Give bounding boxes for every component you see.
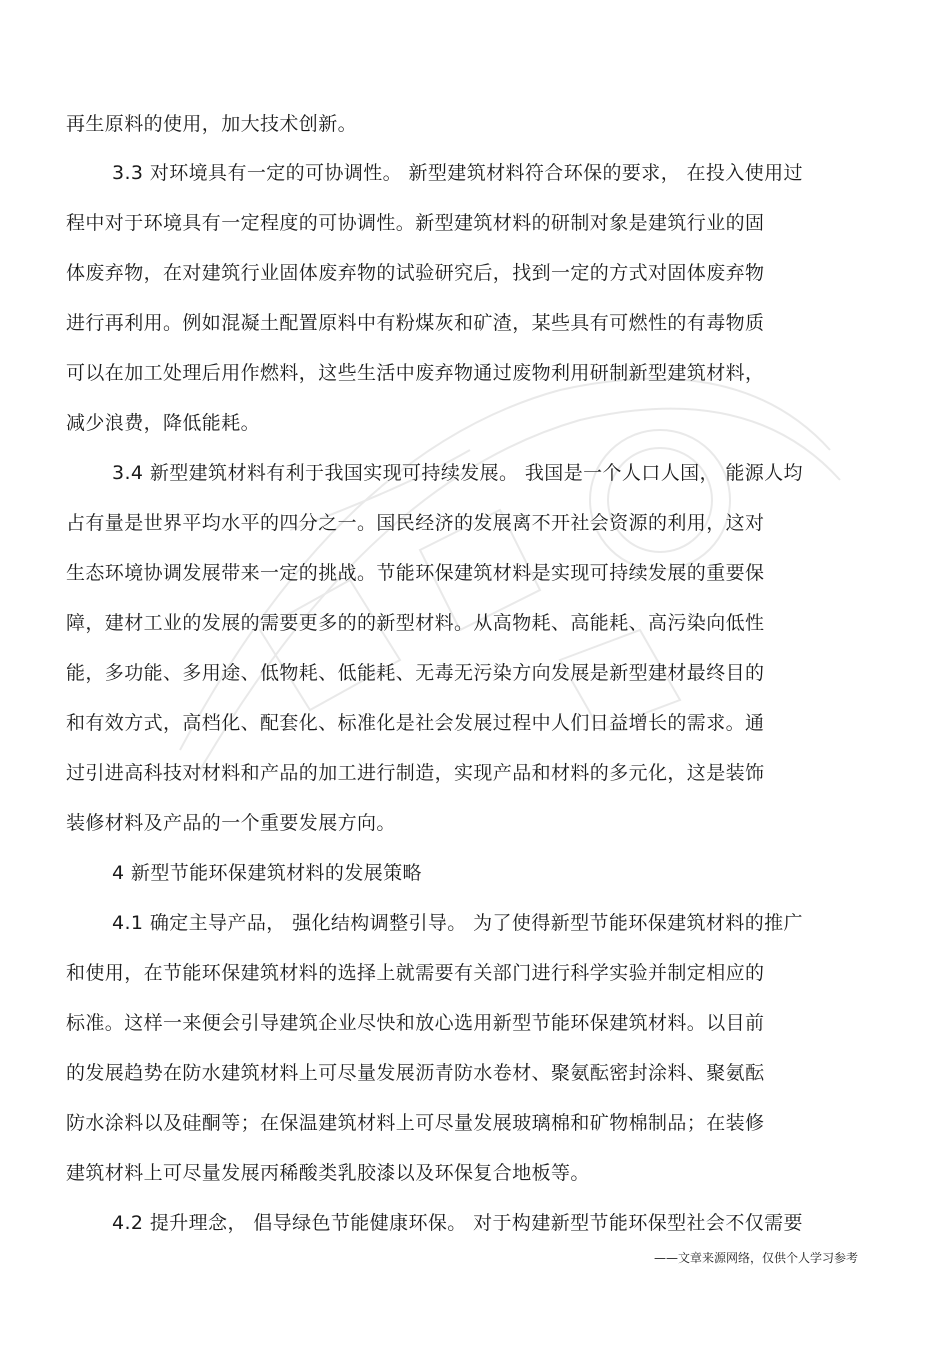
text-line: 进行再利用。例如混凝土配置原料中有粉煤灰和矿渣，某些具有可燃性的有毒物质	[66, 312, 765, 334]
section-3-3-heading-line: 3.3 对环境具有一定的可协调性。 新型建筑材料符合环保的要求， 在投入使用过	[112, 162, 803, 184]
text-line: 能，多功能、多用途、低物耗、低能耗、无毒无污染方向发展是新型建材最终目的	[66, 662, 765, 684]
text-line: 标准。这样一来便会引导建筑企业尽快和放心选用新型节能环保建筑材料。以目前	[66, 1012, 765, 1034]
text-line: 过引进高科技对材料和产品的加工进行制造，实现产品和材料的多元化，这是装饰	[66, 762, 765, 784]
text-line: 减少浪费，降低能耗。	[66, 412, 261, 434]
section-4-1-heading-line: 4.1 确定主导产品， 强化结构调整引导。 为了使得新型节能环保建筑材料的推广	[112, 912, 803, 934]
text-line: 和使用，在节能环保建筑材料的选择上就需要有关部门进行科学实验并制定相应的	[66, 962, 765, 984]
section-4-heading: 4 新型节能环保建筑材料的发展策略	[112, 862, 422, 884]
section-4-2-heading-line: 4.2 提升理念， 倡导绿色节能健康环保。 对于构建新型节能环保型社会不仅需要	[112, 1212, 803, 1234]
text-line: 的发展趋势在防水建筑材料上可尽量发展沥青防水卷材、聚氨酝密封涂料、聚氨酝	[66, 1062, 765, 1084]
source-footer-note: ——文章来源网络，仅供个人学习参考	[653, 1251, 858, 1265]
text-line: 障，建材工业的发展的需要更多的的新型材料。从高物耗、高能耗、高污染向低性	[66, 612, 765, 634]
text-line: 可以在加工处理后用作燃料，这些生活中废弃物通过废物利用研制新型建筑材料，	[66, 362, 765, 384]
text-line: 防水涂料以及硅酮等；在保温建筑材料上可尽量发展玻璃棉和矿物棉制品；在装修	[66, 1112, 765, 1134]
text-line: 生态环境协调发展带来一定的挑战。节能环保建筑材料是实现可持续发展的重要保	[66, 562, 765, 584]
text-line: 和有效方式，高档化、配套化、标准化是社会发展过程中人们日益增长的需求。通	[66, 712, 765, 734]
text-line: 程中对于环境具有一定程度的可协调性。新型建筑材料的研制对象是建筑行业的固	[66, 212, 765, 234]
section-3-4-heading-line: 3.4 新型建筑材料有利于我国实现可持续发展。 我国是一个人口人国， 能源人均	[112, 462, 803, 484]
text-line: 体废弃物，在对建筑行业固体废弃物的试验研究后，找到一定的方式对固体废弃物	[66, 262, 765, 284]
text-line: 建筑材料上可尽量发展丙稀酸类乳胶漆以及环保复合地板等。	[66, 1162, 590, 1184]
text-line: 装修材料及产品的一个重要发展方向。	[66, 812, 396, 834]
text-line: 占有量是世界平均水平的四分之一。国民经济的发展离不开社会资源的利用，这对	[66, 512, 765, 534]
text-line: 再生原料的使用，加大技术创新。	[66, 113, 358, 135]
